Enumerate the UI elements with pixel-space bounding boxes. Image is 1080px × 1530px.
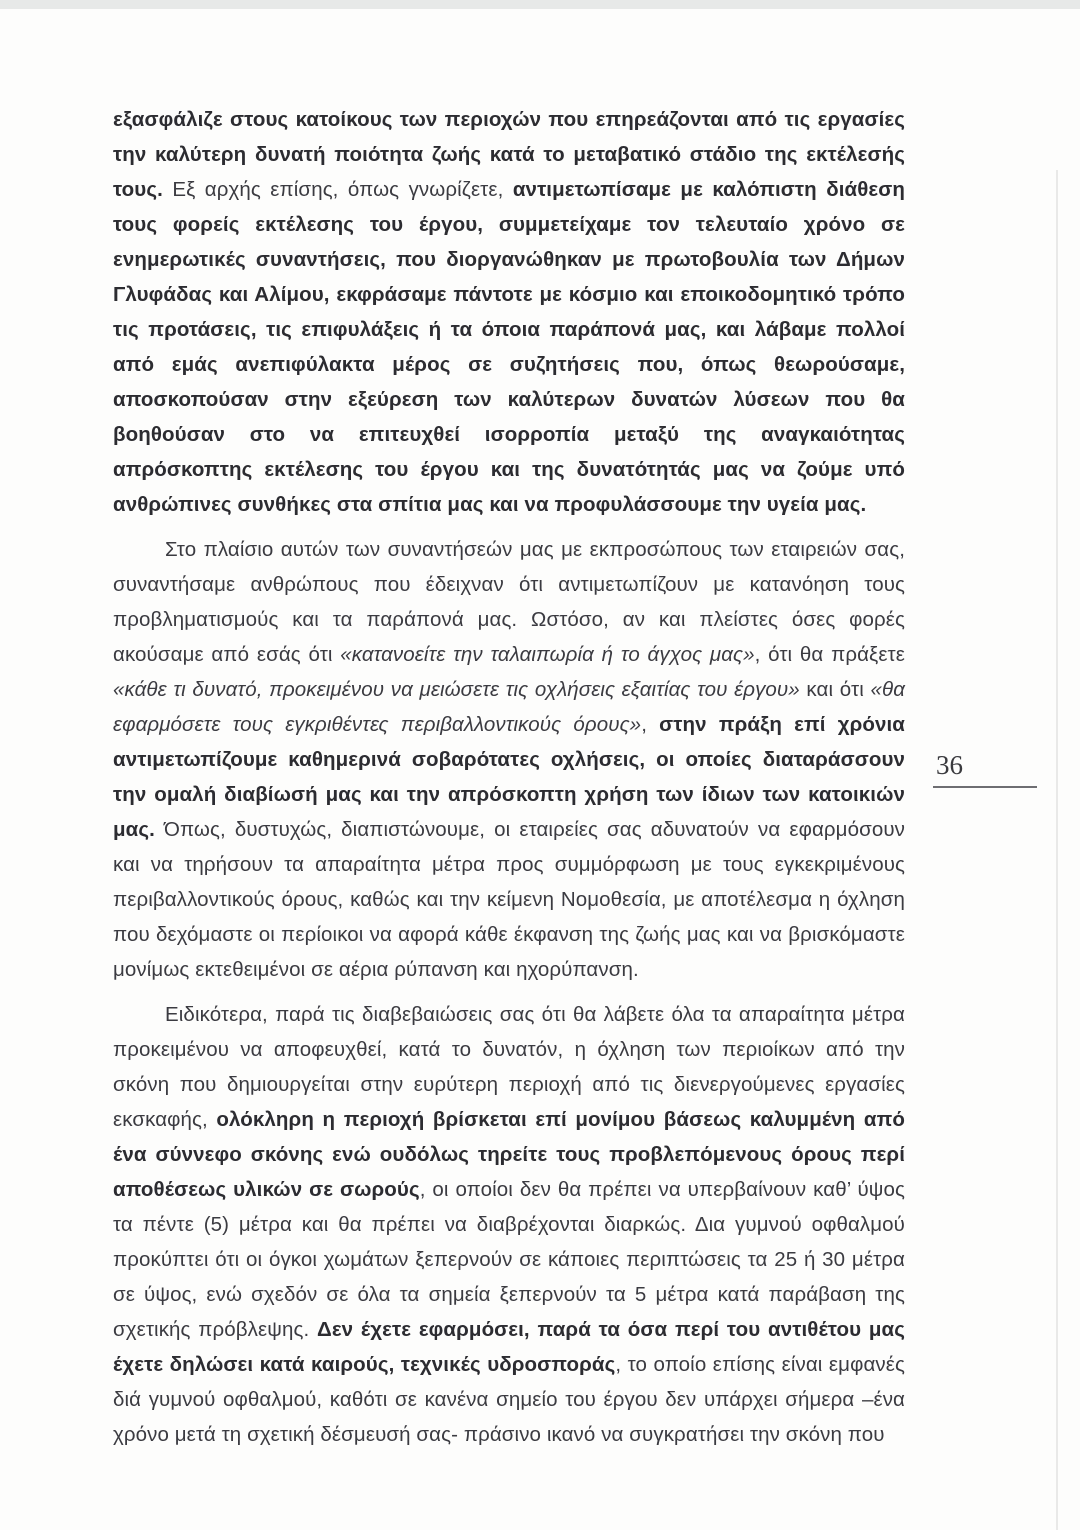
page-number [933, 750, 1037, 788]
scan-edge-top-strip [0, 0, 1080, 9]
document-body [113, 102, 905, 1462]
text-run-regular: , [641, 713, 660, 736]
text-run-italic: «κατανοείτε την ταλαιπωρία ή το άγχος μας» [340, 643, 755, 666]
paragraph-2 [113, 532, 905, 987]
text-run-bold: στην πράξη επί χρόνια αντιμετωπίζουμε καθημερινά σοβαρότατες οχλήσεις, οι οποίες διαταράσσουν την ομαλή διαβίωσή μας και την απρόσκοπτη χρήση των ίδιων των κατοικιών μας. [113, 713, 905, 841]
text-run-regular: Εξ αρχής επίσης, όπως γνωρίζετε, [162, 178, 513, 201]
text-run-bold: ολόκληρη η περιοχή βρίσκεται επί μονίμου βάσεως καλυμμένη από ένα σύννεφο σκόνης ενώ ουδόλως τηρείτε τους προβλεπόμενους όρους περί αποθέσεως υλικών σε σωρούς [113, 1108, 906, 1201]
text-run-italic: «θα εφαρμόσετε τους εγκριθέντες περιβαλλοντικούς όρους» [113, 678, 905, 736]
page-number-underline [933, 786, 1037, 788]
text-run-regular: Στο πλαίσιο αυτών των συναντήσεών μας με εκπροσώπους των εταιρειών σας, συναντήσαμε ανθρώπους που έδειχναν ότι αντιμετωπίζουν με κατανόηση τους προβληματισμούς και τα παράπονά μας. Ωστόσο, αν και πλείστες όσες φορές ακούσαμε από εσάς ότι [113, 538, 905, 666]
scan-crease-artifact [1056, 170, 1058, 1530]
text-run-regular: , οι οποίοι δεν θα πρέπει να υπερβαίνουν καθ’ ύψος τα πέντε (5) μέτρα και θα πρέπει να διαβρέχονται διαρκώς. Δια γυμνού οφθαλμού προκύπτει ότι οι όγκοι χωμάτων ξεπερνούν σε κάποιες περιπτώσεις τα 25 ή 30 μέτρα σε ύψος, ενώ σχεδόν σε όλα τα σημεία ξεπερνούν τα 5 μέτρα κατά παράβαση της σχετικής πρόβλεψης. [113, 1178, 905, 1341]
paragraph-1 [113, 102, 905, 522]
page-number-value: 36 [936, 750, 963, 780]
paragraph-3 [113, 997, 905, 1452]
text-run-italic: «κάθε τι δυνατό, προκειμένου να μειώσετε τις οχλήσεις εξαιτίας του έργου» [113, 678, 800, 701]
text-run-regular: και ότι [799, 678, 871, 701]
text-run-bold: εξασφάλιζε στους κατοίκους των περιοχών που επηρεάζονται από τις εργασίες την καλύτερη δυνατή ποιότητα ζωής κατά το μεταβατικό στάδιο της εκτέλεσής τους. [113, 108, 905, 201]
text-run-regular: , ότι θα πράξετε [754, 643, 905, 666]
text-run-bold: αντιμετωπίσαμε με καλόπιστη διάθεση τους φορείς εκτέλεσης του έργου, συμμετείχαμε τον τελευταίο χρόνο σε ενημερωτικές συναντήσεις, που διοργανώθηκαν με πρωτοβουλία των Δήμων Γλυφάδας και Αλίμου, εκφράσαμε πάντοτε με κόσμιο και εποικοδομητικό τρόπο τις προτάσεις, τις επιφυλάξεις ή τα όποια παράπονά μας, και λάβαμε πολλοί από εμάς ανεπιφύλακτα μέρος σε συζητήσεις που, όπως θεωρούσαμε, αποσκοπούσαν στην εξεύρεση των καλύτερων δυνατών λύσεων που θα βοηθούσαν στο να επιτευχθεί ισορροπία μεταξύ της αναγκαιότητας απρόσκοπτης εκτέλεσης του έργου και της δυνατότητάς μας να ζούμε υπό ανθρώπινες συνθήκες στα σπίτια μας και να προφυλάσσουμε την υγεία μας. [113, 178, 905, 516]
text-run-regular: Ειδικότερα, παρά τις διαβεβαιώσεις σας ότι θα λάβετε όλα τα απαραίτητα μέτρα προκειμένου να αποφευχθεί, κατά το δυνατόν, η όχληση των περιοίκων από την σκόνη που δημιουργείται στην ευρύτερη περιοχή από τις διενεργούμενες εργασίες εκσκαφής, [113, 1003, 905, 1131]
text-run-bold: Δεν έχετε εφαρμόσει, παρά τα όσα περί του αντιθέτου μας έχετε δηλώσει κατά καιρούς, τεχνικές υδροσποράς [113, 1318, 905, 1376]
text-run-regular: , το οποίο επίσης είναι εμφανές διά γυμνού οφθαλμού, καθότι σε κανένα σημείο του έργου δεν υπάρχει σήμερα –ένα χρόνο μετά τη σχετική δέσμευσή σας- πράσινο ικανό να συγκρατήσει την σκόνη που [113, 1353, 905, 1446]
text-run-regular: Όπως, δυστυχώς, διαπιστώνουμε, οι εταιρείες σας αδυνατούν να εφαρμόσουν και να τηρήσουν τα απαραίτητα μέτρα προς συμμόρφωση με τους εγκεκριμένους περιβαλλοντικούς όρους, καθώς και την κείμενη Νομοθεσία, με αποτέλεσμα η όχληση που δεχόμαστε οι περίοικοι να αφορά κάθε έκφανση της ζωής μας και να βρισκόμαστε μονίμως εκτεθειμένοι σε αέρια ρύπανση και ηχορύπανση. [113, 818, 905, 981]
